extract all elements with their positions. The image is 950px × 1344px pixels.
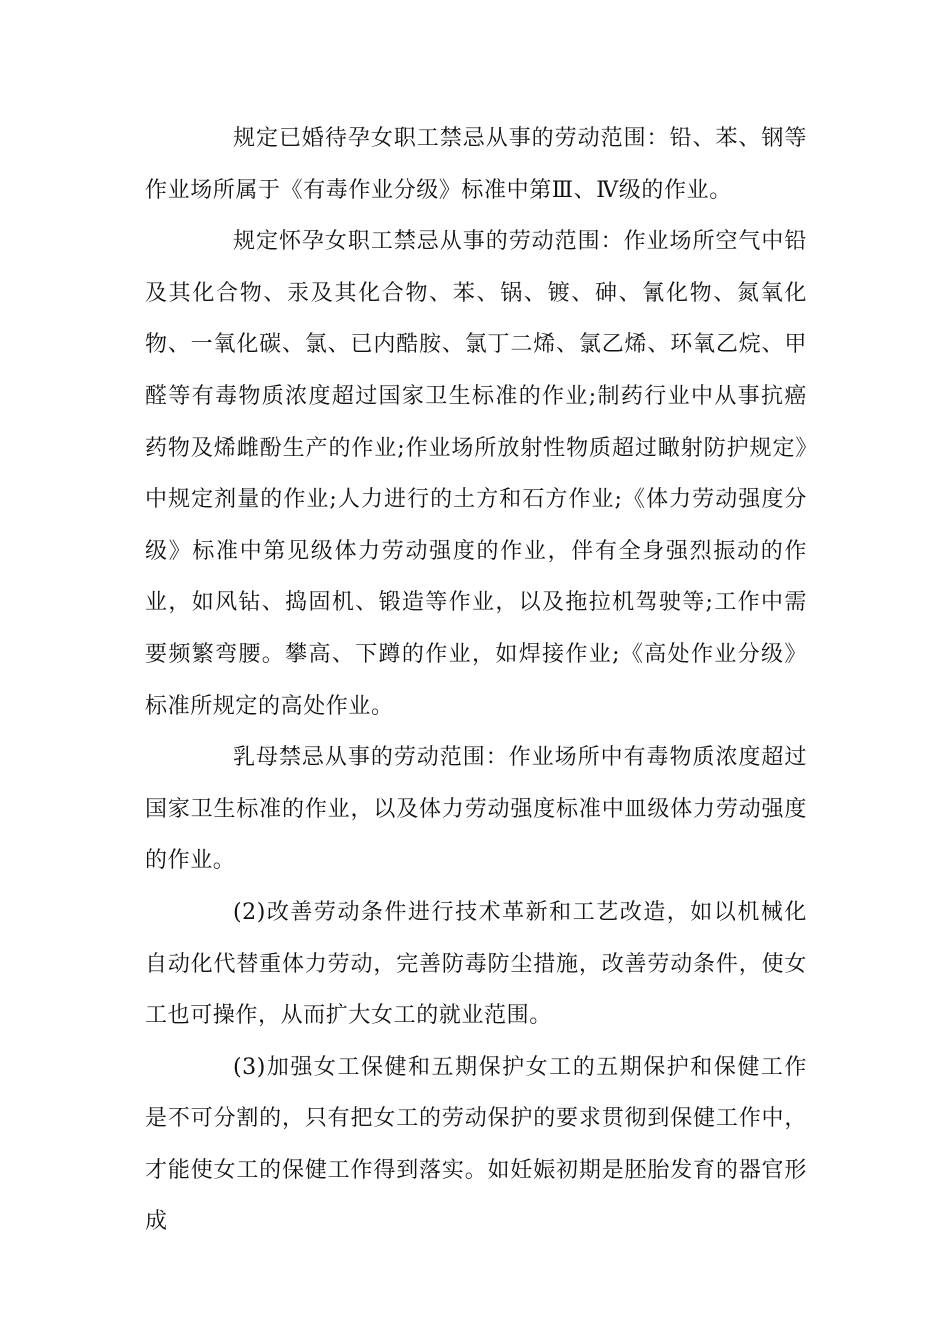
- paragraph-nursing-mothers-restrictions: 乳母禁忌从事的劳动范围：作业场所中有毒物质浓度超过国家卫生标准的作业，以及体力劳动强度标准中皿级体力劳动强度的作业。: [145, 745, 807, 874]
- paragraph-married-women-restrictions: 规定已婚待孕女职工禁忌从事的劳动范围：铅、苯、钢等作业场所属于《有毒作业分级》标准中第Ⅲ、Ⅳ级的作业。: [145, 126, 807, 203]
- paragraph-strengthen-health-care: (3)加强女工保健和五期保护女工的五期保护和保健工作是不可分割的，只有把女工的劳动保护的要求贯彻到保健工作中，才能使女工的保健工作得到落实。如妊娠初期是胚胎发育的器官形成: [145, 1054, 807, 1235]
- paragraph-improve-working-conditions: (2)改善劳动条件进行技术革新和工艺改造，如以机械化自动化代替重体力劳动，完善防毒防尘措施，改善劳动条件，使女工也可操作，从而扩大女工的就业范围。: [145, 899, 807, 1029]
- paragraph-pregnant-women-restrictions: 规定怀孕女职工禁忌从事的劳动范围：作业场所空气中铅及其化合物、汞及其化合物、苯、锅、镀、砷、氰化物、氮氧化物、一氧化碳、氯、已内酷胺、氯丁二烯、氯乙烯、环氧乙烷、甲醛等有毒物质浓度超过国家卫生标准的作业;制药行业中从事抗癌药物及烯雌酚生产的作业;作业场所放射性物质超过瞰射防护规定》中规定剂量的作业;人力进行的土方和石方作业;《体力劳动强度分级》标准中第见级体力劳动强度的作业，伴有全身强烈振动的作业，如风钻、捣固机、锻造等作业，以及拖拉机驾驶等;工作中需要频繁弯腰。攀高、下蹲的作业，如焊接作业;《高处作业分级》标准所规定的高处作业。: [145, 229, 807, 719]
- document-body: [145, 113, 807, 1248]
